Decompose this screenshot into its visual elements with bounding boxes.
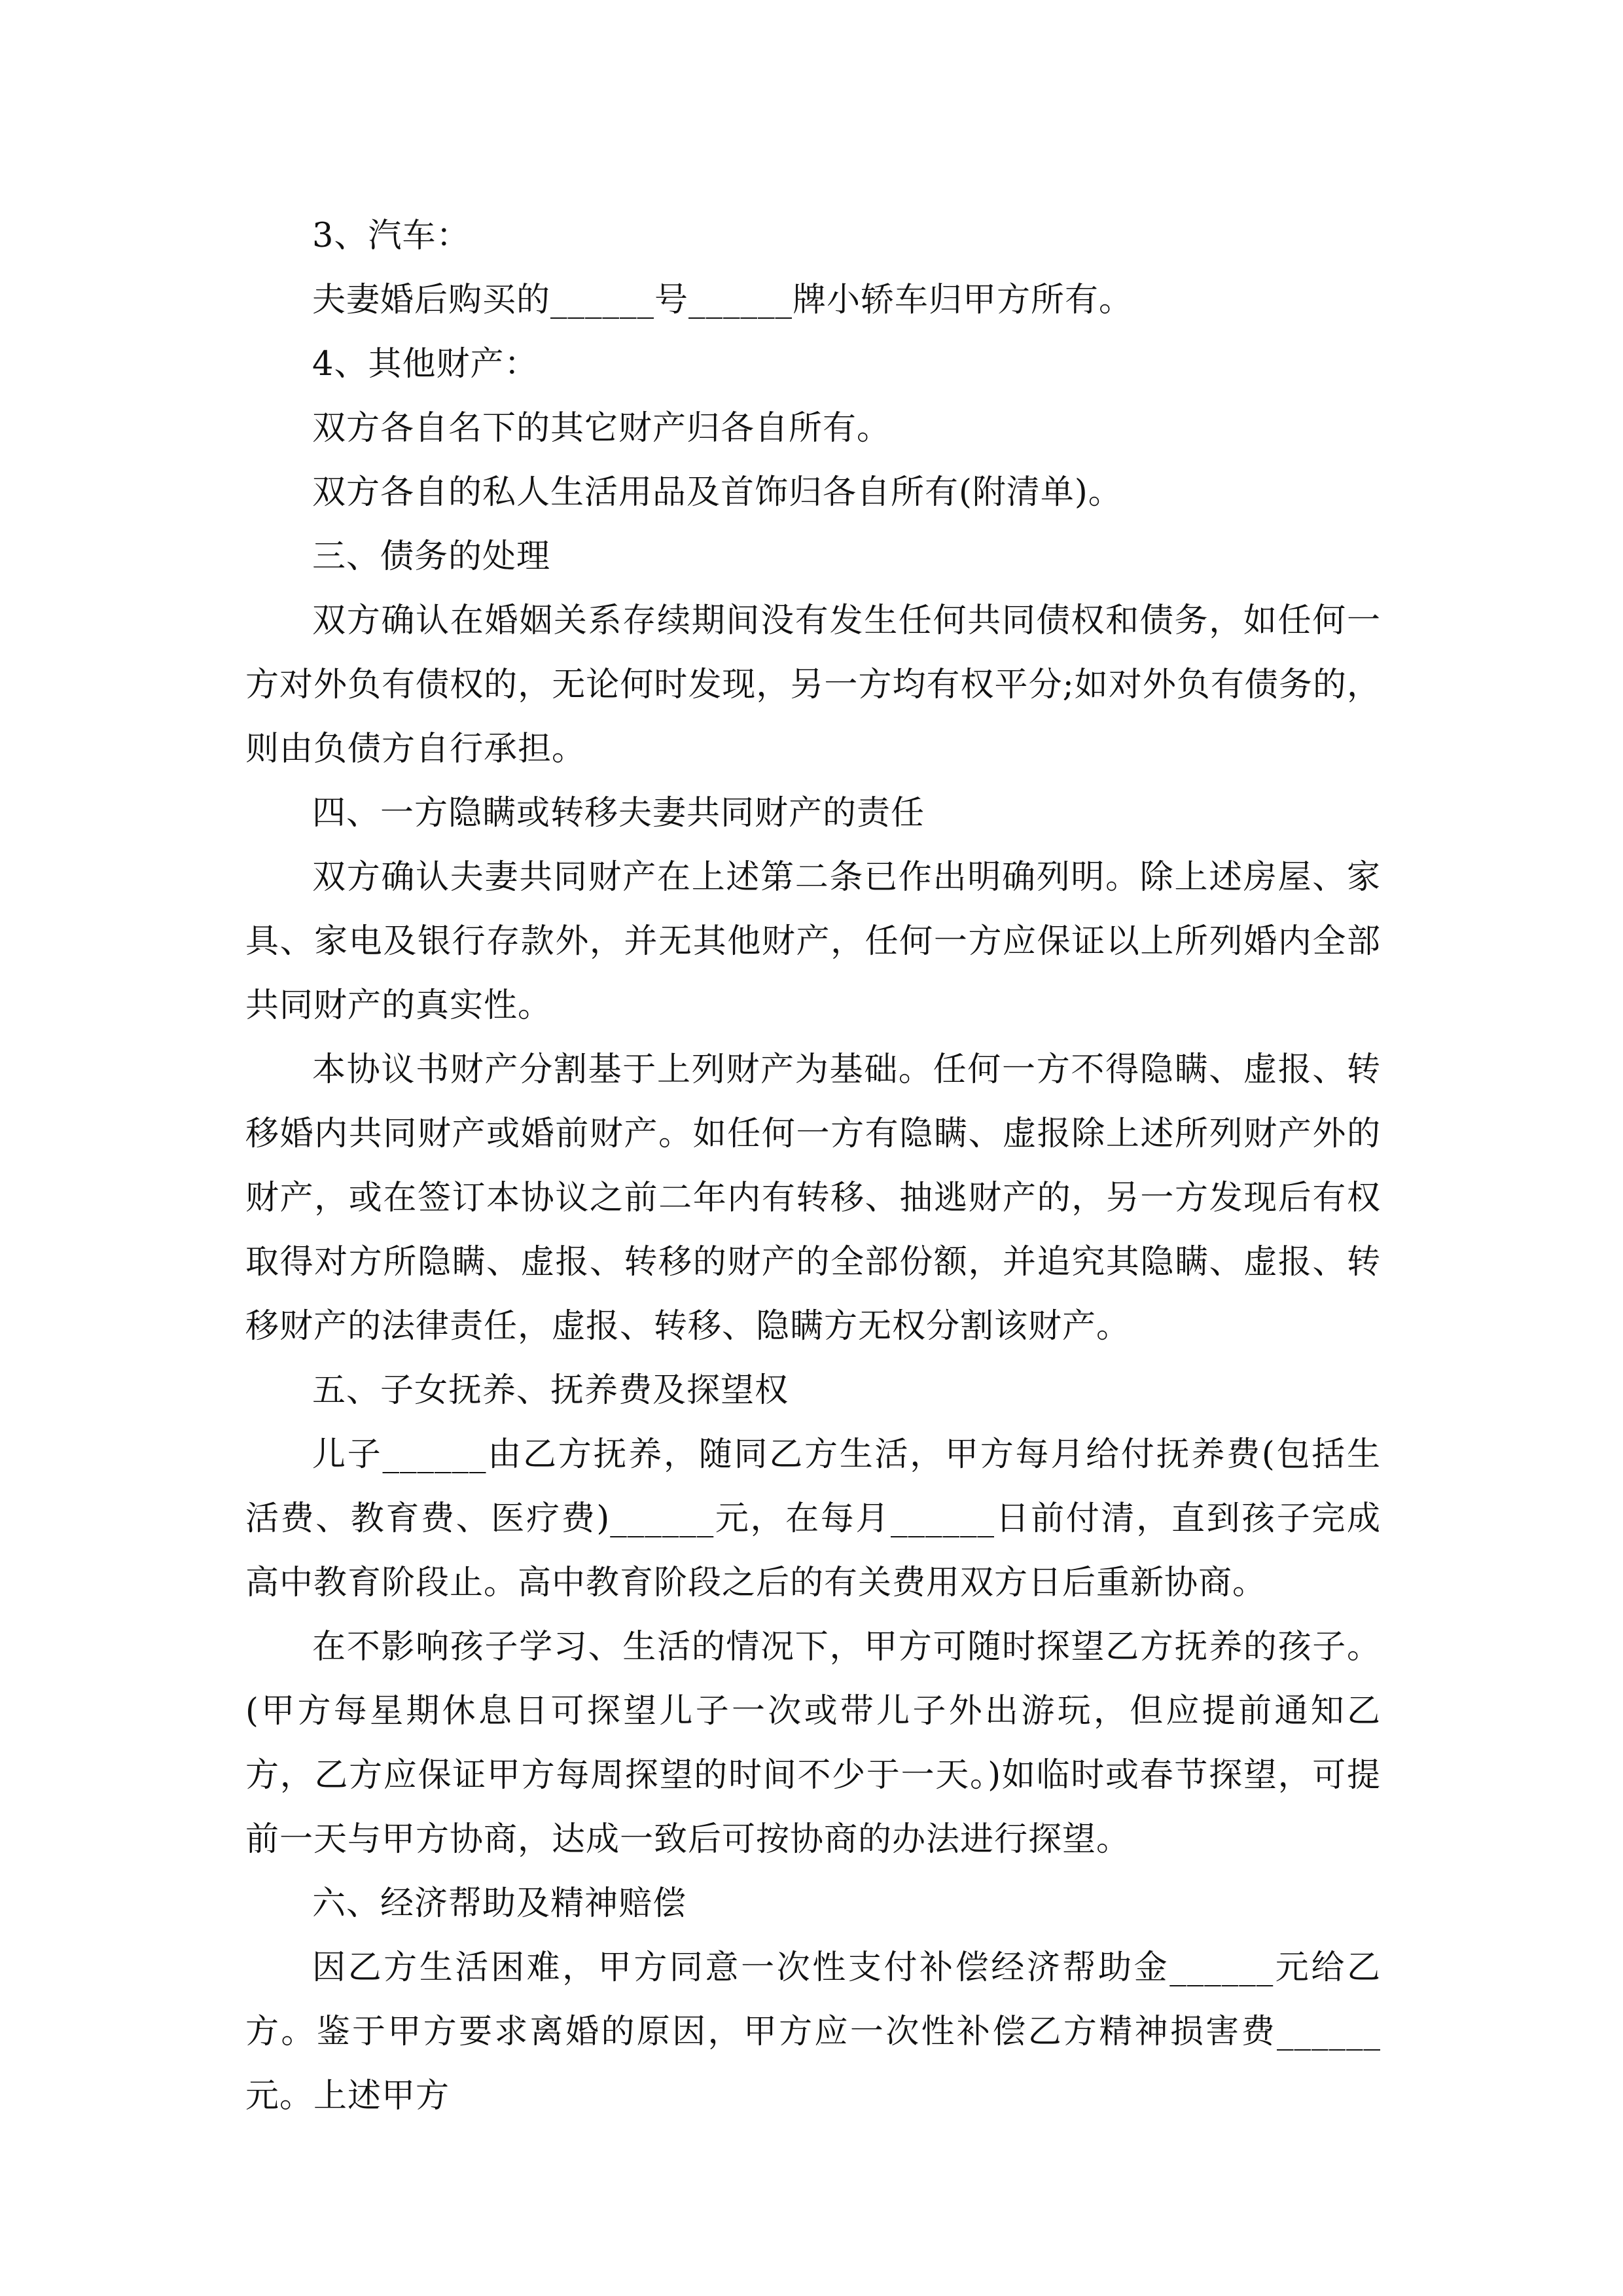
section-heading-concealment: 四、一方隐瞒或转移夫妻共同财产的责任 — [312, 794, 925, 833]
paragraph-child-support: 儿子______由乙方抚养，随同乙方生活，甲方每月给付抚养费(包括生活费、教育费、医疗费)______元，在每月______日前付清，直到孩子完成高中教育阶段止。高中教育阶段之后的有关费用双方日后重新协商。 — [245, 1435, 1381, 1602]
paragraph-concealment-liability: 本协议书财产分割基于上列财产为基础。任何一方不得隐瞒、虚报、转移婚内共同财产或婚前财产。如任何一方有隐瞒、虚报除上述所列财产外的财产，或在签订本协议之前二年内有转移、抽逃财产的，另一方发现后有权取得对方所隐瞒、虚报、转移的财产的全部份额，并追究其隐瞒、虚报、转移财产的法律责任，虚报、转移、隐瞒方无权分割该财产。 — [245, 1050, 1381, 1346]
paragraph-car-heading: 3、汽车： — [312, 217, 471, 255]
document-page — [245, 204, 1381, 2128]
section-heading-compensation: 六、经济帮助及精神赔偿 — [312, 1884, 687, 1923]
paragraph-other-property-names: 双方各自名下的其它财产归各自所有。 — [312, 409, 891, 448]
paragraph-compensation: 因乙方生活困难，甲方同意一次性支付补偿经济帮助金______元给乙方。鉴于甲方要求离婚的原因，甲方应一次性补偿乙方精神损害费______元。上述甲方 — [245, 1948, 1381, 2115]
paragraph-car-ownership: 夫妻婚后购买的______号______牌小轿车归甲方所有。 — [312, 281, 1133, 319]
section-heading-child-custody: 五、子女抚养、抚养费及探望权 — [312, 1371, 789, 1410]
paragraph-personal-items: 双方各自的私人生活用品及首饰归各自所有(附清单)。 — [312, 473, 1122, 512]
paragraph-joint-property-confirmation: 双方确认夫妻共同财产在上述第二条已作出明确列明。除上述房屋、家具、家电及银行存款外，并无其他财产，任何一方应保证以上所列婚内全部共同财产的真实性。 — [245, 858, 1381, 1025]
section-heading-debts: 三、债务的处理 — [312, 537, 551, 576]
paragraph-debts: 双方确认在婚姻关系存续期间没有发生任何共同债权和债务，如任何一方对外负有债权的，无论何时发现，另一方均有权平分;如对外负有债务的，则由负债方自行承担。 — [245, 601, 1381, 768]
paragraph-other-property-heading: 4、其他财产： — [312, 345, 539, 384]
paragraph-visitation: 在不影响孩子学习、生活的情况下，甲方可随时探望乙方抚养的孩子。(甲方每星期休息日可探望儿子一次或带儿子外出游玩，但应提前通知乙方，乙方应保证甲方每周探望的时间不少于一天。)如临时或春节探望，可提前一天与甲方协商，达成一致后可按协商的办法进行探望。 — [245, 1628, 1381, 1859]
